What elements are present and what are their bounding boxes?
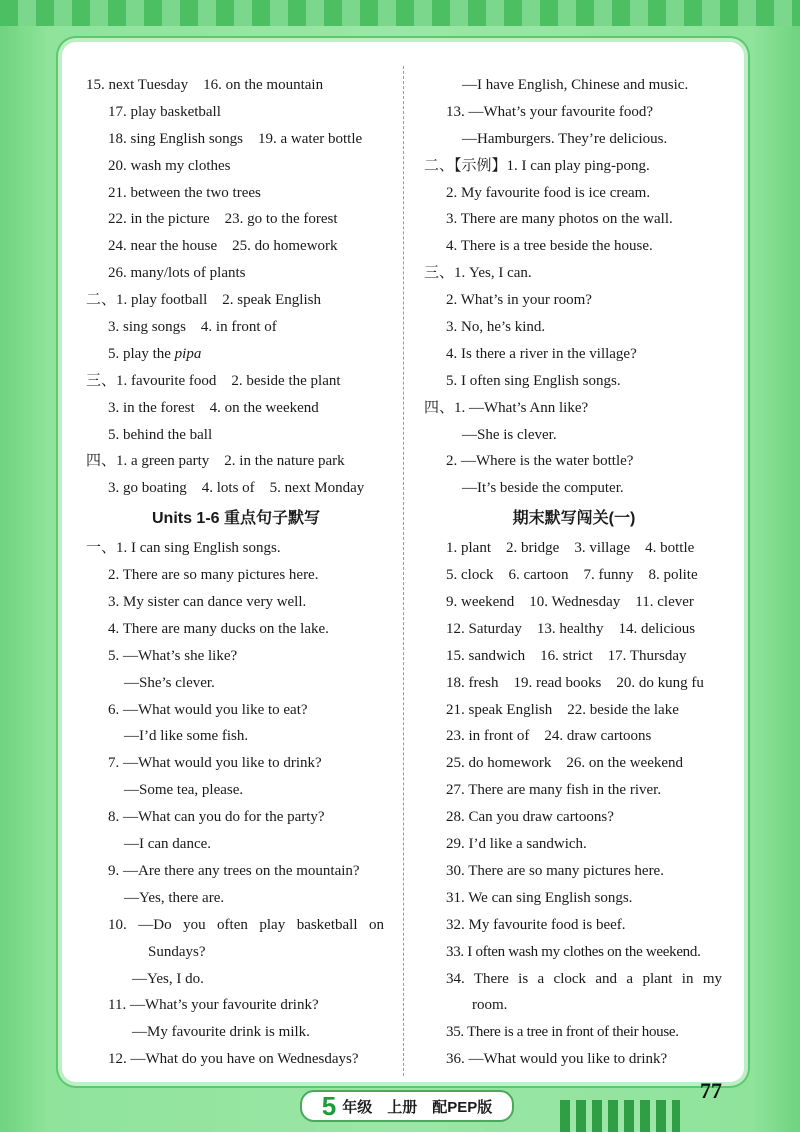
section-line: 四、1. a green party 2. in the nature park [86, 453, 345, 470]
right-column [424, 72, 724, 1073]
sentence-line: 5. —What’s she like? [108, 647, 238, 664]
answer-line: 3. go boating 4. lots of 5. next Monday [108, 480, 365, 497]
sentence-line: —Yes, there are. [124, 889, 225, 906]
sentence-line: 4. There are many ducks on the lake. [108, 620, 329, 637]
sentence-line: 11. —What’s your favourite drink? [108, 997, 319, 1014]
answer-line: 21. between the two trees [108, 184, 261, 201]
answer-line: 1. plant 2. bridge 3. village 4. bottle [446, 540, 695, 557]
answer-line: 22. in the picture 23. go to the forest [108, 211, 338, 228]
sentence-line: —I’d like some fish. [124, 728, 249, 745]
answer-line: 12. Saturday 13. healthy 14. delicious [446, 620, 696, 637]
sentence-line: Sundays? [148, 943, 206, 960]
answer-line: 30. There are so many pictures here. [446, 862, 664, 879]
section-line: 三、1. favourite food 2. beside the plant [86, 372, 341, 389]
answer-line: 32. My favourite food is beef. [446, 916, 626, 933]
answer-line [86, 341, 386, 368]
sentence-line: —Some tea, please. [124, 782, 244, 799]
answer-line: 27. There are many fish in the river. [446, 782, 662, 799]
answer-line: 15. next Tuesday 16. on the mountain [86, 77, 324, 93]
answer-text: 5. play the [108, 345, 171, 362]
answer-line: 20. wash my clothes [108, 157, 231, 174]
answer-line: 28. Can you draw cartoons? [446, 809, 614, 826]
sentence-line: —Yes, I do. [132, 970, 204, 987]
answer-line: 2. —Where is the water bottle? [446, 453, 634, 470]
answer-line: 3. There are many photos on the wall. [446, 211, 673, 228]
answer-line: 2. What’s in your room? [446, 292, 592, 309]
sentence-line [86, 912, 386, 939]
answer-line: —It’s beside the computer. [462, 480, 624, 497]
answer-line: 3. in the forest 4. on the weekend [108, 399, 319, 416]
sentence-line: 6. —What would you like to eat? [108, 701, 308, 718]
answer-line: —I have English, Chinese and music. [462, 77, 689, 93]
answer-line: 33. I often wash my clothes on the weekend. [446, 943, 701, 960]
answer-text: 34. There is a clock and a plant in my [446, 970, 722, 987]
answer-line: 9. weekend 10. Wednesday 11. clever [446, 594, 694, 611]
answer-line: —She is clever. [462, 426, 557, 443]
answer-line: 4. There is a tree beside the house. [446, 238, 653, 255]
answer-line: 13. —What’s your favourite food? [446, 103, 654, 120]
answer-line: 4. Is there a river in the village? [446, 345, 637, 362]
answer-line: 26. many/lots of plants [108, 265, 246, 282]
grade-number: 5 [321, 1091, 337, 1121]
answer-line: 5. I often sing English songs. [446, 372, 621, 389]
sentence-text: 10. —Do you often play basketball on [108, 916, 384, 933]
answer-line: 18. fresh 19. read books 20. do kung fu [446, 674, 704, 691]
italic-word: pipa [174, 345, 202, 362]
answer-line: 5. clock 6. cartoon 7. funny 8. polite [446, 567, 698, 584]
answer-line: 24. near the house 25. do homework [108, 238, 338, 255]
sentence-line: —I can dance. [124, 836, 212, 853]
page-number: 77 [700, 1078, 722, 1103]
sentence-line: 3. My sister can dance very well. [108, 594, 307, 611]
left-column [86, 72, 386, 1073]
decorative-top-strip [0, 0, 800, 26]
answer-line: 2. My favourite food is ice cream. [446, 184, 651, 201]
answer-line: 3. sing songs 4. in front of [108, 319, 277, 336]
section-heading: Units 1-6 重点句子默写 [151, 510, 321, 528]
answer-line: 5. behind the ball [108, 426, 213, 443]
decorative-bars [560, 1100, 680, 1132]
section-line: 四、1. —What’s Ann like? [424, 399, 589, 416]
answer-line: 35. There is a tree in front of their house. [446, 1024, 679, 1041]
answer-line: 18. sing English songs 19. a water bottle [108, 130, 363, 147]
answer-line [424, 966, 724, 993]
section-line: 二、1. play football 2. speak English [86, 292, 321, 309]
answer-line: —Hamburgers. They’re delicious. [462, 130, 668, 147]
section-line: 三、1. Yes, I can. [424, 265, 532, 282]
answer-line: 3. No, he’s kind. [446, 319, 546, 336]
section-line: 二、【示例】1. I can play ping-pong. [424, 157, 650, 174]
section-heading: 期末默写闯关(一) [512, 510, 636, 528]
column-divider [403, 66, 404, 1076]
sentence-line: 7. —What would you like to drink? [108, 755, 322, 772]
answer-line: 17. play basketball [108, 103, 221, 120]
answer-line: 23. in front of 24. draw cartoons [446, 728, 652, 745]
sentence-line: 一、1. I can sing English songs. [86, 540, 281, 557]
grade-text: 年级 上册 配PEP版 [342, 1098, 493, 1116]
sentence-line: 8. —What can you do for the party? [108, 809, 325, 826]
answer-line: 21. speak English 22. beside the lake [446, 701, 679, 718]
answer-line: 25. do homework 26. on the weekend [446, 755, 684, 772]
footer-grade-label [300, 1090, 514, 1122]
sentence-line: 2. There are so many pictures here. [108, 567, 319, 584]
sentence-line: —She’s clever. [124, 674, 215, 691]
answer-line: 36. —What would you like to drink? [446, 1051, 668, 1068]
sentence-line: 12. —What do you have on Wednesdays? [108, 1051, 359, 1068]
answer-line: room. [472, 997, 508, 1014]
answer-line: 29. I’d like a sandwich. [446, 836, 587, 853]
answer-line: 15. sandwich 16. strict 17. Thursday [446, 647, 687, 664]
answer-line: 31. We can sing English songs. [446, 889, 633, 906]
sentence-line: 9. —Are there any trees on the mountain? [108, 862, 360, 879]
sentence-line: —My favourite drink is milk. [132, 1024, 310, 1041]
